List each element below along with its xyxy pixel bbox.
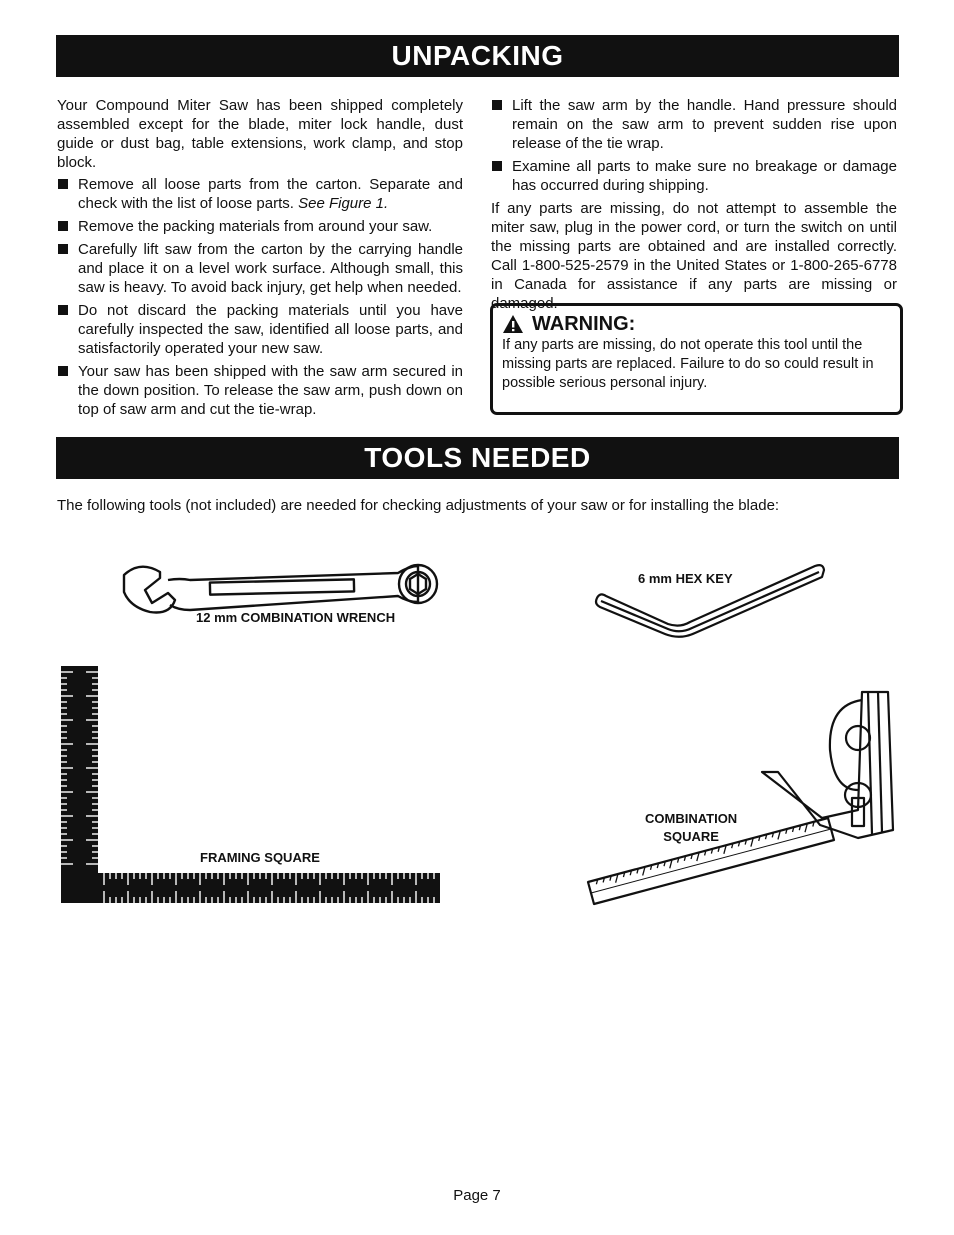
framing-square-label: FRAMING SQUARE xyxy=(200,850,320,865)
list-item: Lift the saw arm by the handle. Hand pressure should remain on the saw arm to prevent sudden rise upon release of the tie wrap. xyxy=(491,96,897,153)
combination-square-label: COMBINATION SQUARE xyxy=(645,811,738,844)
tools-heading: TOOLS NEEDED xyxy=(56,437,899,479)
list-item: Your saw has been shipped with the saw arm secured in the down position. To release the saw arm, push down on top of saw arm and cut the tie-wrap. xyxy=(57,362,463,419)
list-item: Examine all parts to make sure no breakage or damage has occurred during shipping. xyxy=(491,157,897,195)
page-number: Page 7 xyxy=(453,1187,501,1204)
list-item: Carefully lift saw from the carton by the carrying handle and place it on a level work surface. Although small, this saw is heavy. To avoid back injury, get help when needed. xyxy=(57,240,463,297)
warning-text: If any parts are missing, do not operate this tool until the missing parts are replaced. Failure to do so could result in possible serious personal injury. xyxy=(502,337,874,391)
warning-title: WARNING: xyxy=(532,312,636,335)
list-item: Do not discard the packing materials until you have carefully inspected the saw, identified all loose parts, and satisfactorily operated your new saw. xyxy=(57,301,463,358)
list-item: Remove all loose parts from the carton. Separate and check with the list of loose parts. See Figure 1. xyxy=(57,175,463,213)
unpacking-heading: UNPACKING xyxy=(56,35,899,77)
missing-parts-paragraph: If any parts are missing, do not attempt to assemble the miter saw, plug in the power cord, or turn the switch on until the missing parts are obtained and are installed correctly. Call 1-800-525-2579 in the United States or 1-800-265-6778 in Canada for assistance if any parts are missing or damaged. xyxy=(491,200,897,312)
wrench-label: 12 mm COMBINATION WRENCH xyxy=(196,610,396,625)
unpacking-intro: Your Compound Miter Saw has been shipped completely assembled except for the blade, miter lock handle, dust guide or dust bag, table extensions, work clamp, and stop block. xyxy=(57,97,463,171)
list-item: Remove the packing materials from around your saw. xyxy=(57,217,463,236)
hex-key-label: 6 mm HEX KEY xyxy=(638,571,733,586)
tools-intro: The following tools (not included) are needed for checking adjustments of your saw or for installing the blade: xyxy=(57,497,780,514)
